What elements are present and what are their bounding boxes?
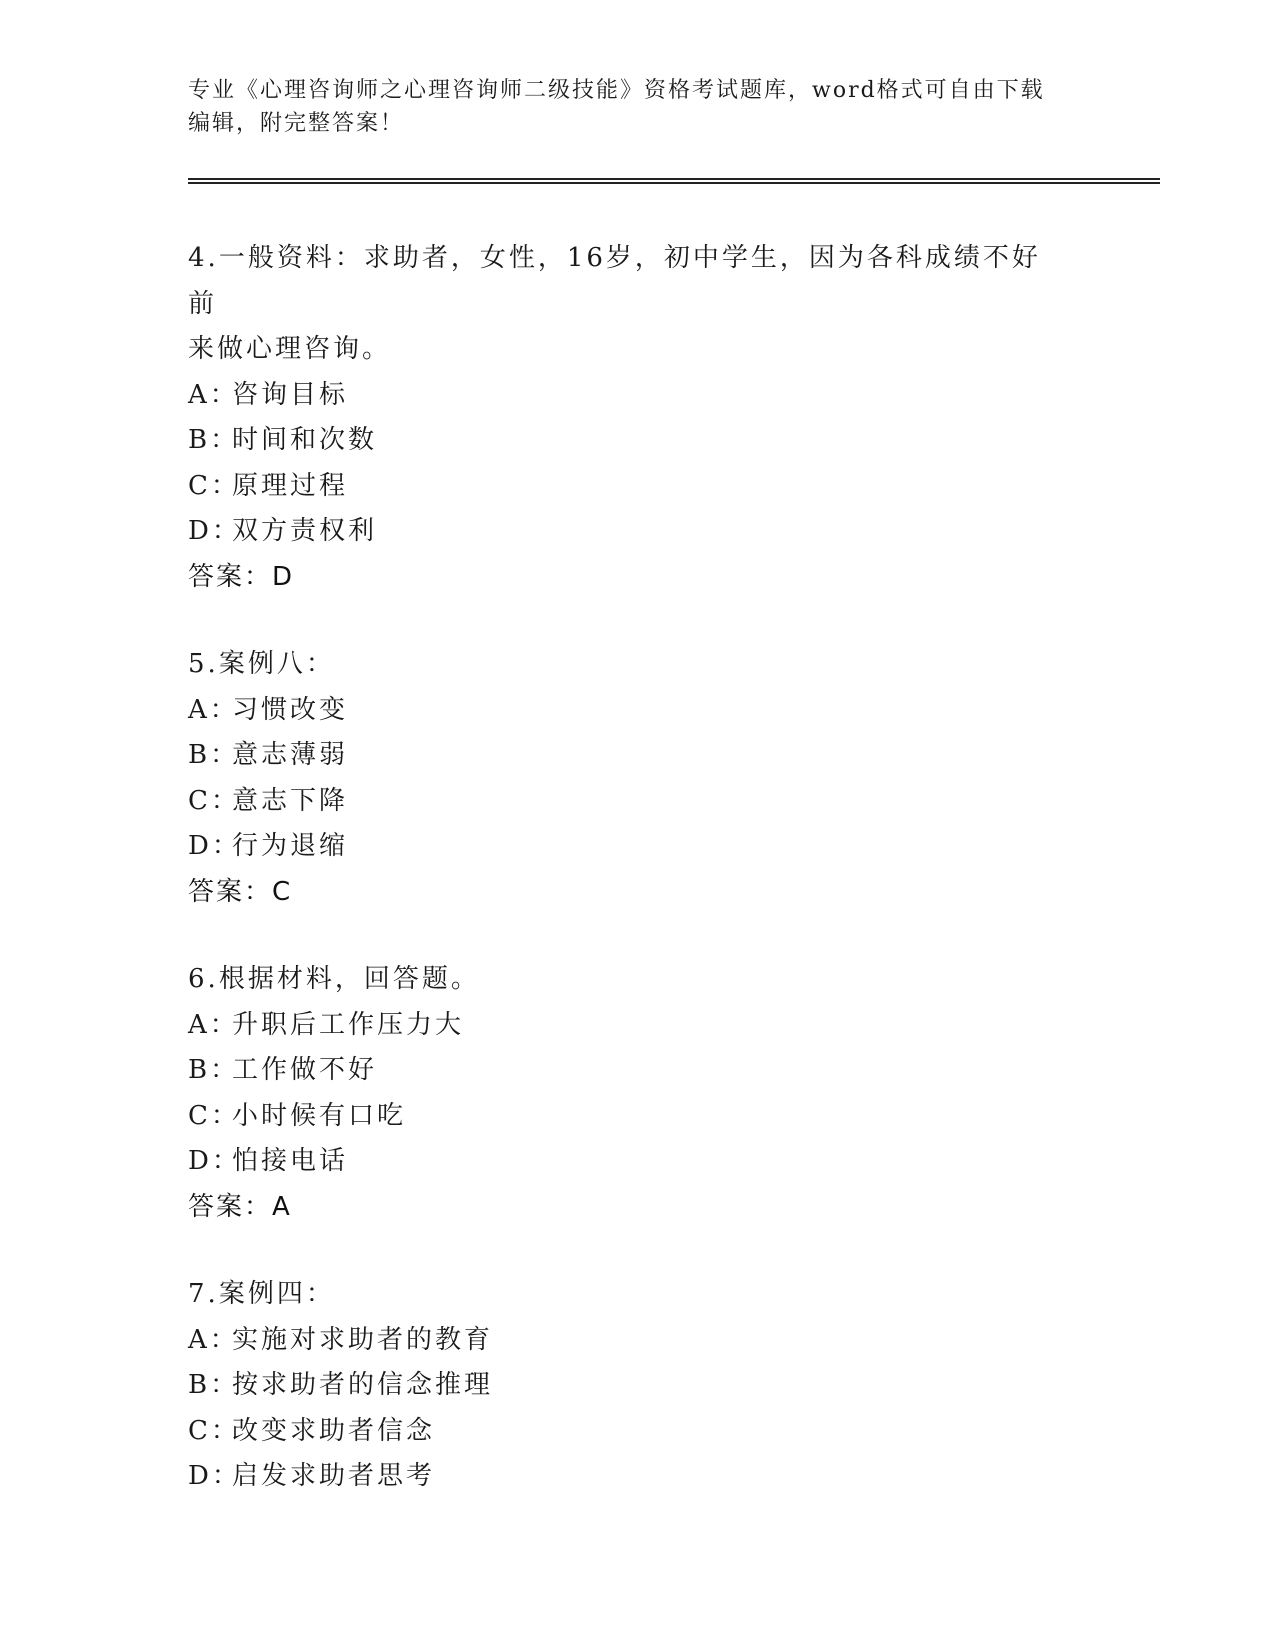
question-list [188, 236, 1088, 1542]
question-stem-line-2: 来做心理咨询。 [188, 334, 392, 364]
question-stem [188, 236, 1068, 327]
option-a [188, 373, 1088, 419]
option-key: D： [188, 516, 241, 546]
answer-label: 答案： [188, 1191, 273, 1222]
option-key: A： [188, 1009, 239, 1040]
option-a [188, 1003, 1088, 1049]
option-key: B： [188, 1055, 240, 1085]
question-4 [188, 236, 1088, 600]
answer-line [188, 870, 1088, 916]
option-key: D： [188, 1146, 241, 1176]
option-key: B： [188, 425, 240, 455]
option-text: 升职后工作压力大 [232, 1009, 465, 1040]
question-number: 6. [188, 964, 219, 994]
option-text: 咨询目标 [232, 379, 349, 410]
option-text: 双方责权利 [232, 516, 378, 546]
option-a [188, 688, 1088, 734]
option-text: 行为退缩 [232, 831, 349, 861]
option-text: 工作做不好 [232, 1055, 378, 1085]
option-text: 意志下降 [232, 785, 349, 816]
option-key: C： [188, 785, 240, 816]
option-c [188, 779, 1088, 825]
document-header [188, 74, 1088, 140]
option-c [188, 1094, 1088, 1140]
option-d [188, 824, 1088, 870]
question-5 [188, 642, 1088, 915]
option-d [188, 1139, 1088, 1185]
question-stem-line-1: 根据材料，回答题。 [218, 964, 480, 994]
option-c [188, 464, 1088, 510]
option-text: 改变求助者信念 [232, 1415, 436, 1446]
question-stem [188, 642, 1068, 688]
question-number: 5. [188, 649, 219, 679]
option-key: B： [188, 1370, 240, 1400]
question-stem-line-1: 一般资料：求助者，女性，16岁，初中学生，因为各科成绩不好前 [188, 243, 1041, 319]
answer-value: A [272, 1191, 292, 1222]
option-text: 习惯改变 [232, 694, 349, 725]
option-text: 启发求助者思考 [232, 1461, 436, 1491]
question-7 [188, 1272, 1088, 1500]
option-key: D： [188, 831, 241, 861]
option-text: 小时候有口吃 [232, 1100, 407, 1131]
option-text: 实施对求助者的教育 [232, 1324, 494, 1355]
option-b [188, 733, 1088, 779]
option-text: 时间和次数 [232, 425, 378, 455]
option-b [188, 418, 1088, 464]
question-stem [188, 957, 1068, 1003]
option-text: 按求助者的信念推理 [232, 1370, 494, 1400]
option-b [188, 1048, 1088, 1094]
option-key: A： [188, 1324, 239, 1355]
answer-label: 答案： [188, 561, 273, 592]
option-text: 怕接电话 [232, 1146, 349, 1176]
option-key: B： [188, 740, 240, 770]
question-6 [188, 957, 1088, 1230]
question-stem-line-1: 案例八： [218, 649, 335, 679]
header-line-2: 编辑，附完整答案！ [188, 111, 405, 136]
answer-line [188, 555, 1088, 601]
option-text: 意志薄弱 [232, 740, 349, 770]
option-key: A： [188, 694, 239, 725]
option-c [188, 1409, 1088, 1455]
option-key: C： [188, 1100, 240, 1131]
question-number: 4. [188, 243, 219, 273]
option-b [188, 1363, 1088, 1409]
option-d [188, 1454, 1088, 1500]
header-line-1: 专业《心理咨询师之心理咨询师二级技能》资格考试题库，word格式可自由下载 [188, 78, 1045, 103]
option-d [188, 509, 1088, 555]
question-number: 7. [188, 1279, 219, 1309]
answer-label: 答案： [188, 876, 273, 907]
header-double-rule [188, 178, 1160, 184]
option-key: A： [188, 379, 239, 410]
option-key: C： [188, 470, 240, 501]
option-key: C： [188, 1415, 240, 1446]
option-key: D： [188, 1461, 241, 1491]
question-stem-line-1: 案例四： [218, 1279, 335, 1309]
answer-line [188, 1185, 1088, 1231]
option-text: 原理过程 [232, 470, 349, 501]
answer-value: C [272, 876, 293, 907]
answer-value: D [272, 561, 295, 592]
question-stem [188, 1272, 1068, 1318]
option-a [188, 1318, 1088, 1364]
